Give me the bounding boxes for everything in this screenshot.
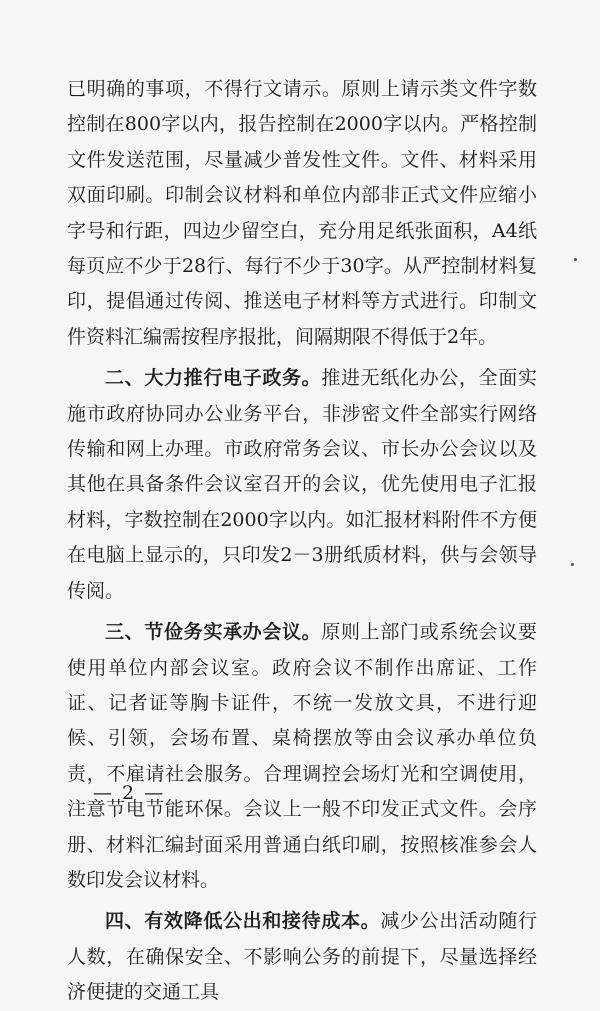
scan-speck <box>574 258 577 261</box>
paragraph-1-text: 已明确的事项，不得行文请示。原则上请示类文件字数控制在800字以内，报告控制在2000字以内。严格控制文件发送范围，尽量减少普发性文件。文件、材料采用双面印刷。印制会议材料和单位内部非正式文件应缩小字号和行距，四边少留空白，充分用足纸张面积，A4纸每页应不少于28行、每行不少于30字。从严控制材料复印，提倡通过传阅、推送电子材料等方式进行。印制文件资料汇编需按程序报批，间隔期限不得低于2年。 <box>67 78 537 348</box>
paragraph-1 <box>67 72 537 355</box>
paragraph-3-text: 原则上部门或系统会议要使用单位内部会议室。政府会议不制作出席证、工作证、记者证等胸卡证件，不统一发放文具，不进行迎候、引领，会场布置、桌椅摆放等由会议承办单位负责，不雇请社会服务。合理调控会场灯光和空调使用，注意节电节能环保。会议上一般不印发正式文件。会序册、材料汇编封面采用普通白纸印刷，按照核准参会人数印发会议材料。 <box>67 621 537 891</box>
document-body <box>67 72 537 1011</box>
scan-speck <box>571 563 574 566</box>
paragraph-4-text: 减少公出活动随行人数，在确保安全、不影响公务的前提下，尽量选择经济便捷的交通工具 <box>67 910 537 1004</box>
paragraph-4 <box>67 904 537 1010</box>
paragraph-2 <box>67 361 537 609</box>
paragraph-2-text: 推进无纸化办公，全面实施市政府协同办公业务平台，非涉密文件全部实行网络传输和网上办理。市政府常务会议、市长办公会议以及其他在具备条件会议室召开的会议，优先使用电子汇报材料，字数控制在2000字以内。如汇报材料附件不方便在电脑上显示的，只印发2－3册纸质材料，供与会领导传阅。 <box>67 367 537 602</box>
page-number: — 2 — <box>93 782 166 804</box>
paragraph-2-heading: 二、大力推行电子政务。 <box>105 367 322 390</box>
paragraph-3 <box>67 615 537 898</box>
paragraph-3-heading: 三、节俭务实承办会议。 <box>105 621 322 644</box>
paragraph-4-heading: 四、有效降低公出和接待成本。 <box>105 910 381 933</box>
